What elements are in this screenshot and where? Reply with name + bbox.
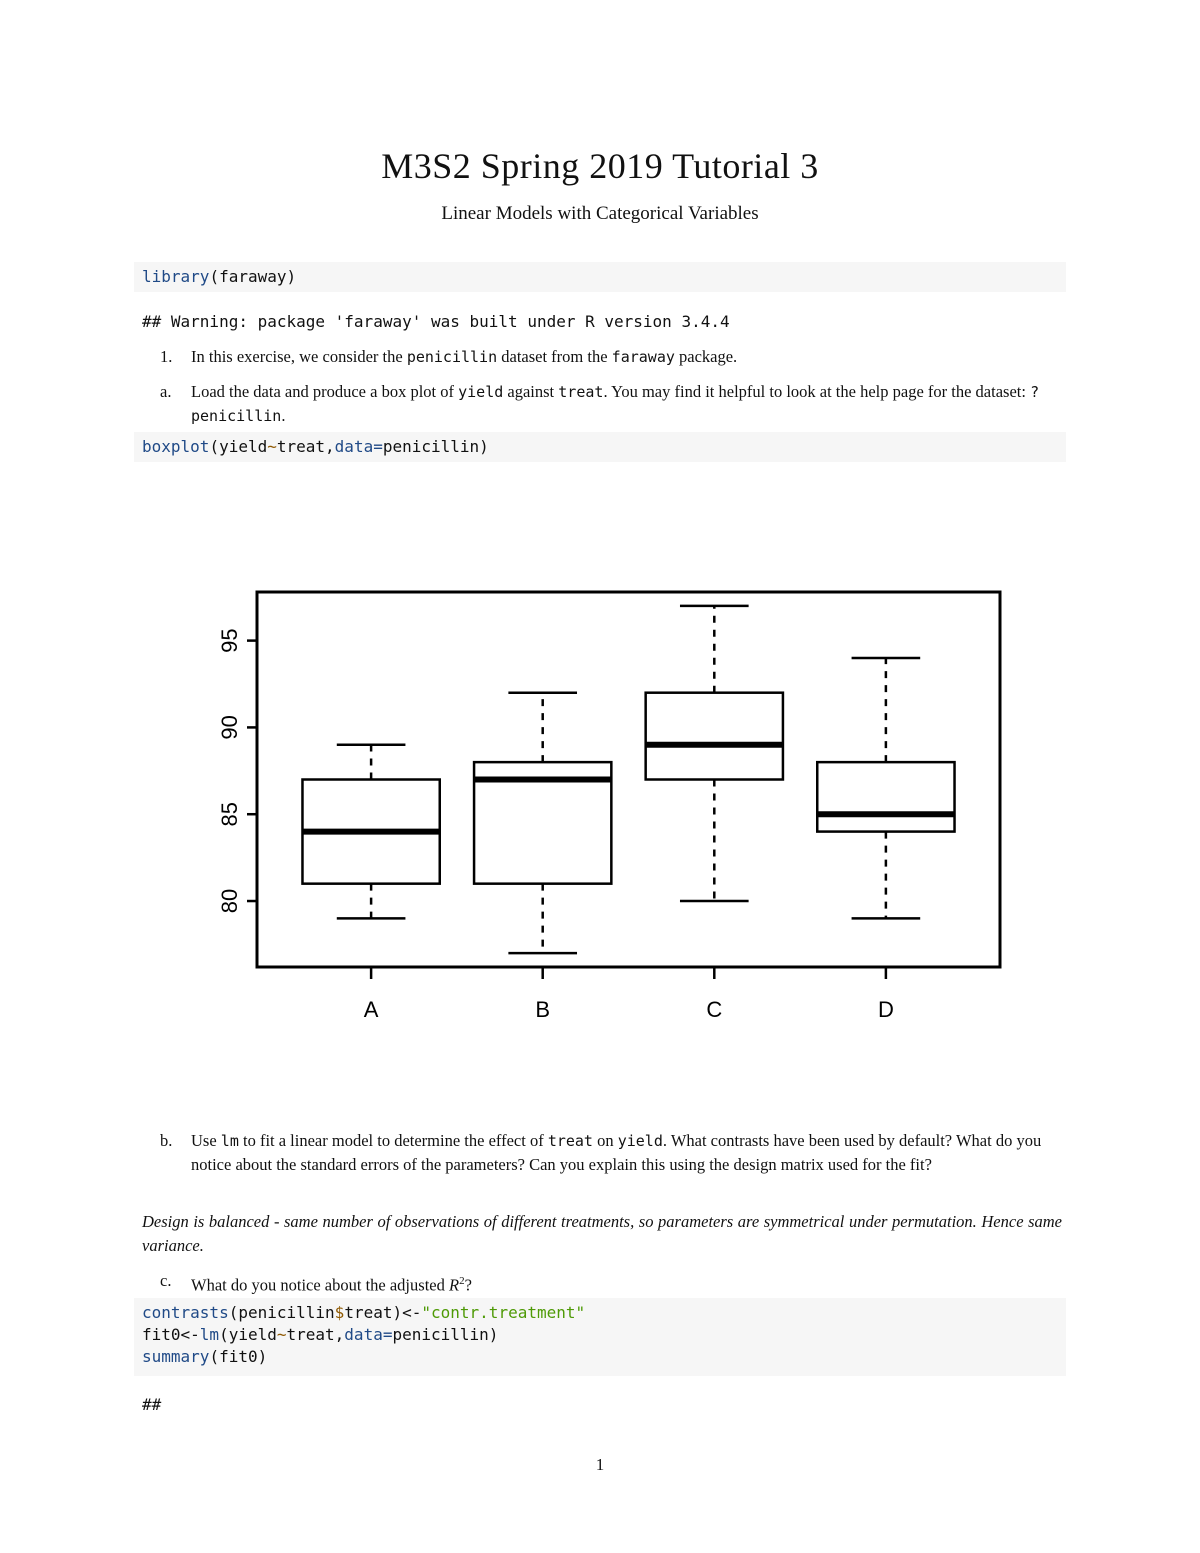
code-text: treat,	[286, 1325, 345, 1344]
box-iqr	[646, 693, 783, 780]
code-function: library	[142, 267, 210, 286]
code-function: summary	[142, 1347, 210, 1366]
y-tick-label: 95	[216, 628, 242, 653]
warning-output: ## Warning: package 'faraway' was built under R version 3.4.4	[142, 312, 730, 331]
trailing-output: ##	[142, 1395, 162, 1414]
code-operator: ~	[276, 1325, 287, 1344]
page-subtitle: Linear Models with Categorical Variables	[441, 203, 759, 224]
code-string: "contr.treatment"	[421, 1303, 586, 1322]
code-text: fit0<-	[142, 1325, 200, 1344]
inline-code: treat	[558, 383, 604, 401]
code-function: boxplot	[142, 437, 210, 456]
list-item-b	[160, 1129, 1062, 1177]
list-item-1	[160, 345, 1062, 369]
inline-code: lm	[220, 1132, 239, 1150]
item-text: ?	[464, 1275, 472, 1295]
page-number: 1	[595, 1455, 605, 1474]
code-text: treat)<-	[344, 1303, 422, 1322]
inline-code: yield	[617, 1132, 663, 1150]
x-tick-label: B	[535, 997, 551, 1022]
inline-code: ?penicillin	[191, 383, 1040, 425]
inline-code: treat	[547, 1132, 593, 1150]
code-text: (fit0)	[209, 1347, 268, 1366]
code-text: (yield	[209, 437, 268, 456]
code-text: penicillin)	[382, 437, 489, 456]
x-tick-label: C	[706, 997, 723, 1022]
list-marker: c.	[160, 1271, 172, 1290]
boxplot-chart	[190, 575, 1020, 1035]
item-text: Use	[191, 1131, 221, 1150]
code-text: (faraway)	[209, 267, 297, 286]
item-text: What do you notice about the adjusted	[191, 1275, 449, 1295]
item-text: to fit a linear model to determine the effect of	[238, 1131, 548, 1150]
item-text: on	[592, 1131, 618, 1150]
list-marker: 1.	[160, 347, 173, 366]
math-superscript: 2	[459, 1275, 465, 1287]
item-text: . You may find it helpful to look at the help page for the dataset:	[603, 382, 1031, 401]
x-tick-label: A	[363, 997, 379, 1022]
item-text: Load the data and produce a box plot of	[191, 382, 459, 401]
code-block-library	[134, 262, 1066, 292]
y-tick-label: 90	[216, 715, 242, 740]
x-tick-label: D	[877, 997, 894, 1022]
inline-code: yield	[458, 383, 504, 401]
inline-code: faraway	[611, 348, 675, 366]
item-text: . What contrasts have been used by default? What do you notice about the standard errors of the parameters? Can you explain this using the design matrix used for the fit?	[191, 1131, 1042, 1174]
code-text: penicillin)	[392, 1325, 499, 1344]
item-text: In this exercise, we consider the	[191, 347, 407, 366]
code-operator: ~	[267, 437, 277, 456]
code-argument: data=	[344, 1325, 393, 1344]
code-text: (penicillin	[228, 1303, 335, 1322]
code-text: treat,	[276, 437, 335, 456]
y-tick-label: 85	[216, 801, 242, 827]
code-block-boxplot	[134, 432, 1066, 462]
page-title: M3S2 Spring 2019 Tutorial 3	[381, 146, 819, 186]
code-argument: data=	[334, 437, 383, 456]
y-tick-label: 80	[216, 888, 242, 914]
math-symbol: R	[448, 1275, 460, 1295]
list-marker: b.	[160, 1131, 173, 1150]
code-function: lm	[199, 1325, 220, 1344]
box-iqr	[817, 762, 954, 831]
item-text: against	[503, 382, 559, 401]
code-text: (yield	[219, 1325, 277, 1344]
code-block-lm	[134, 1298, 1066, 1376]
code-function: contrasts	[142, 1303, 229, 1322]
answer-text: Design is balanced - same number of observations of different treatments, so parameters are symmetrical under permutation. Hence same variance.	[142, 1212, 1062, 1255]
list-marker: a.	[160, 382, 172, 401]
inline-code: penicillin	[406, 348, 498, 366]
list-item-c	[160, 1269, 1062, 1298]
item-text: .	[281, 406, 286, 425]
item-text: dataset from the	[497, 347, 612, 366]
list-item-a	[160, 380, 1062, 428]
item-text: package.	[674, 347, 738, 366]
code-operator: $	[334, 1303, 345, 1322]
